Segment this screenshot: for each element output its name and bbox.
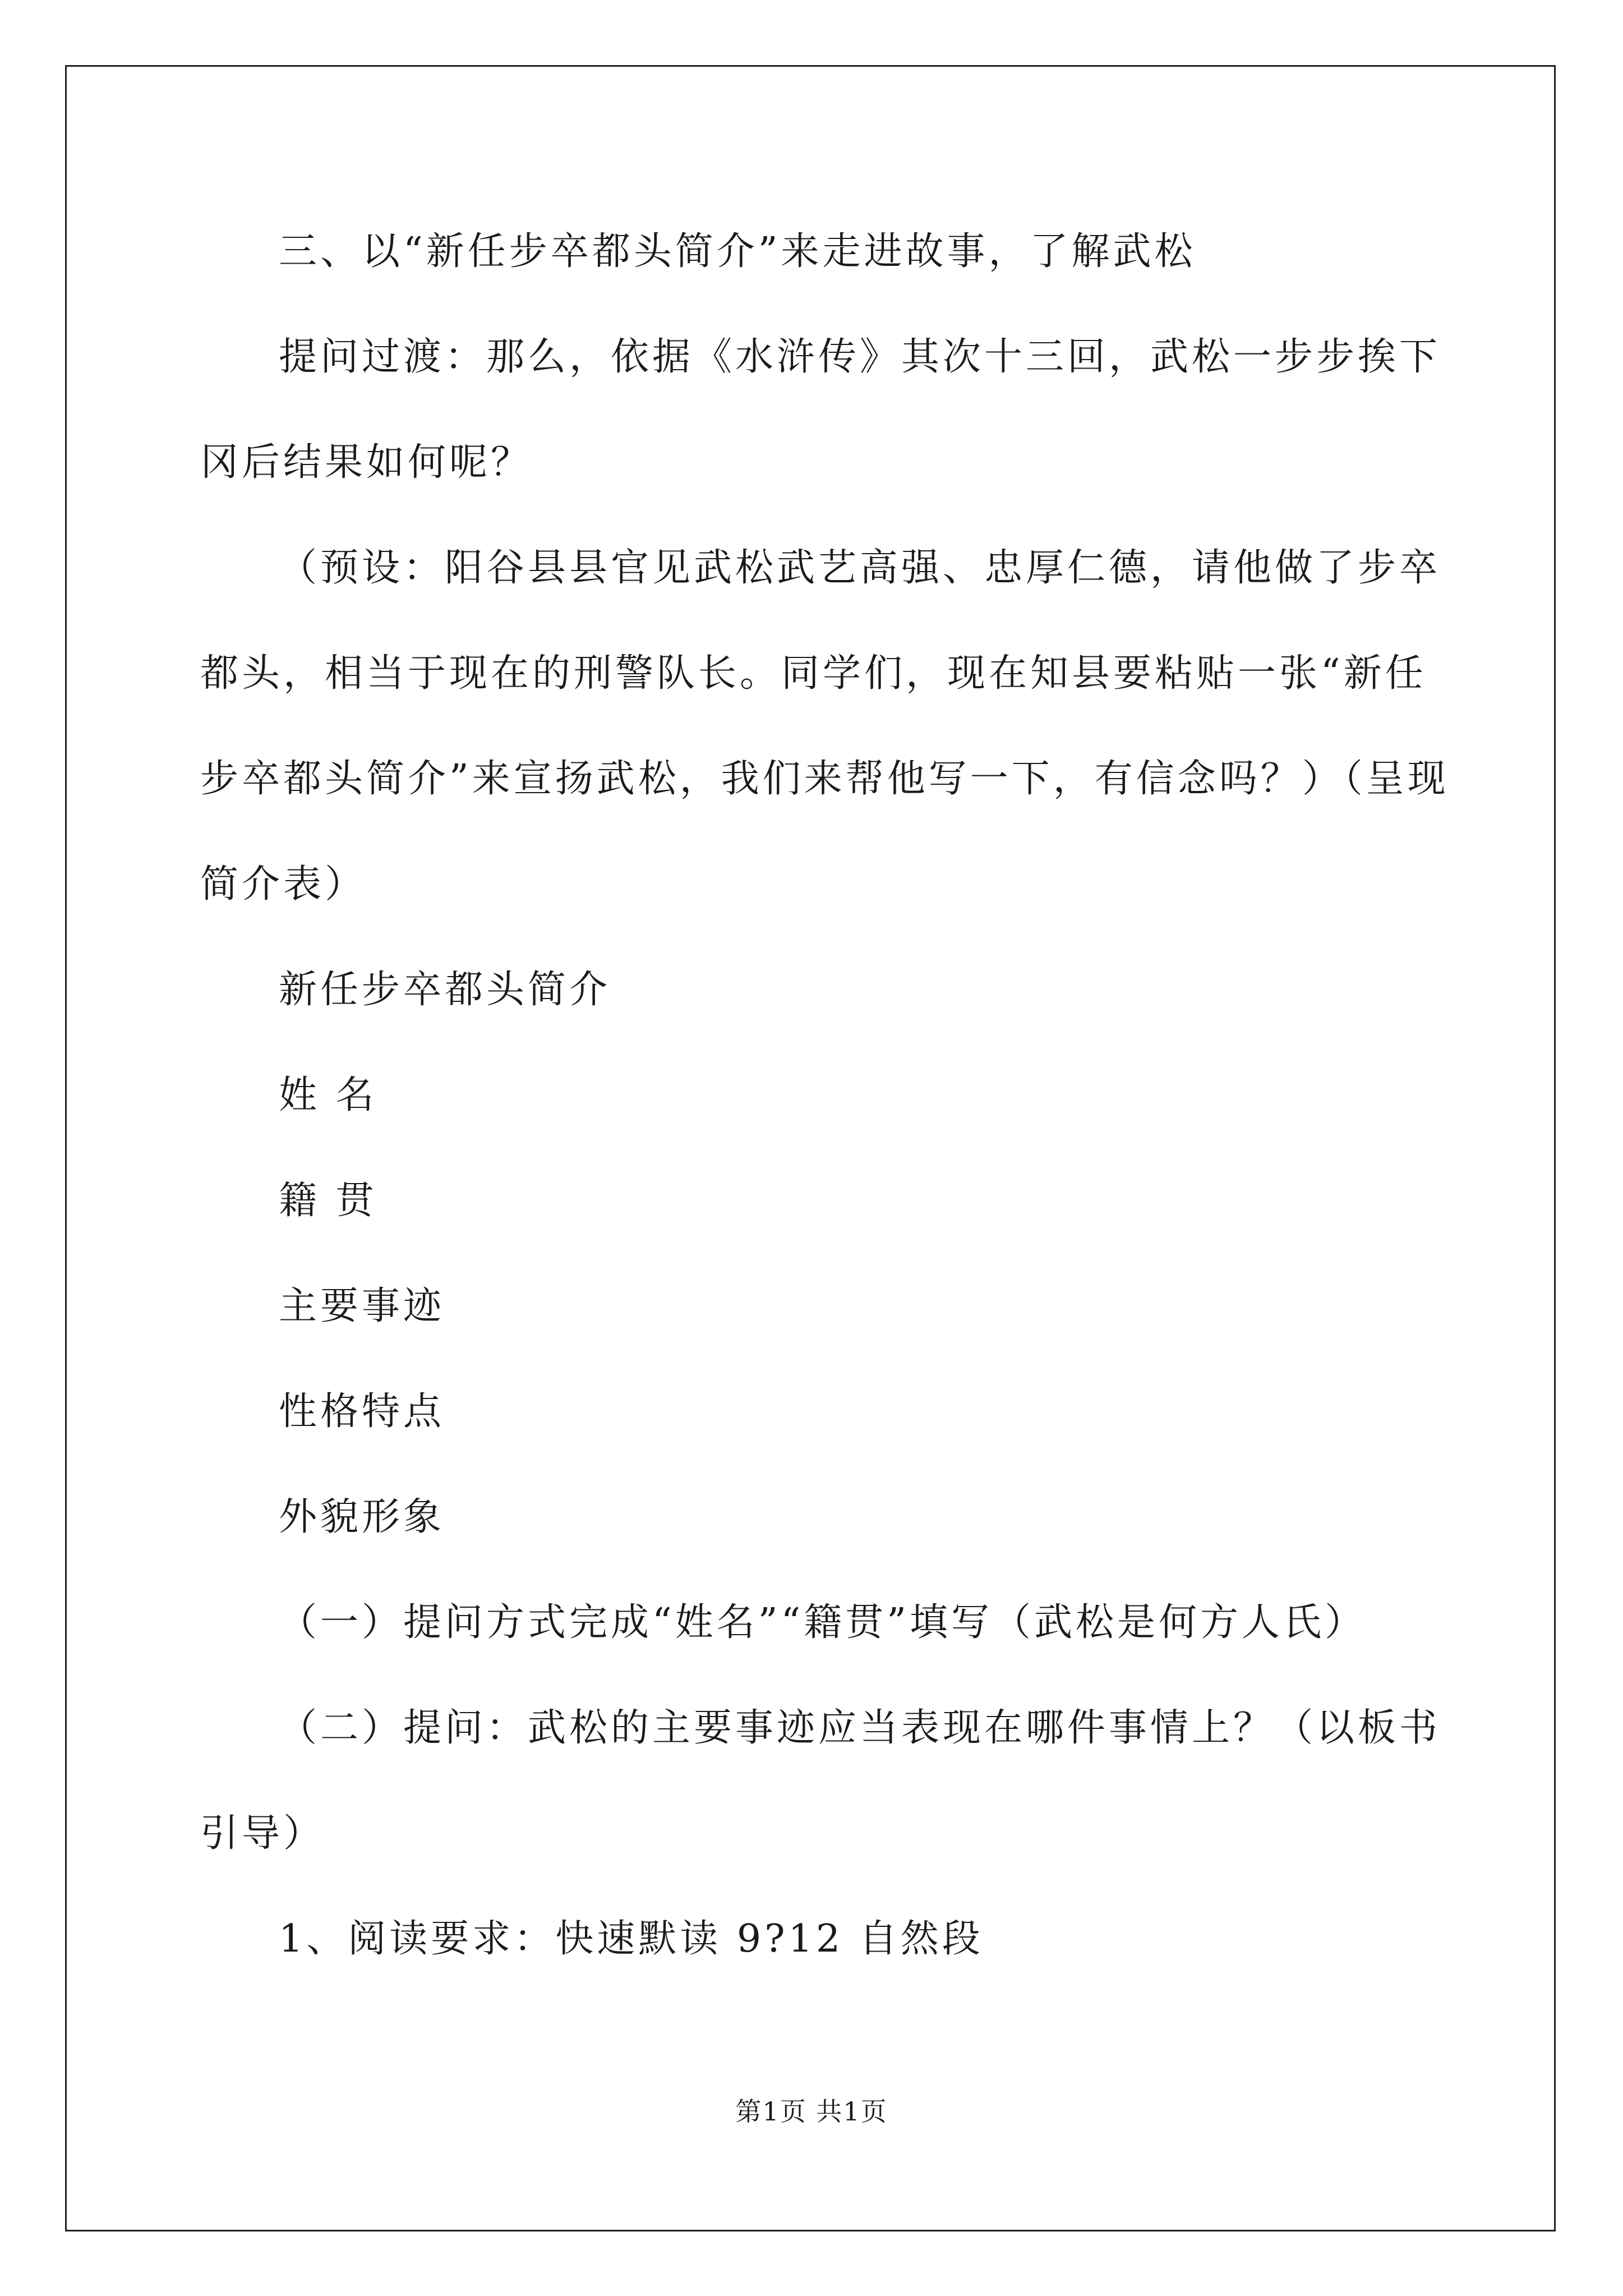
page-border [65, 65, 1556, 2231]
page-number-footer: 第1页 共1页 [735, 2096, 888, 2127]
table-field-deeds: 主要事迹 [279, 1284, 445, 1328]
paragraph-line: （二）提问：武松的主要事迹应当表现在哪件事情上？（以板书 [279, 1706, 1441, 1750]
paragraph-line: 简介表） [200, 862, 367, 907]
table-field-name: 姓 名 [279, 1073, 377, 1117]
table-field-appearance: 外貌形象 [279, 1495, 445, 1539]
table-field-character: 性格特点 [279, 1389, 445, 1434]
paragraph-line: 冈后结果如何呢？ [200, 440, 533, 485]
paragraph-line: （一）提问方式完成“姓名”“籍贯”填写（武松是何方人氏） [279, 1600, 1367, 1645]
paragraph-line: 步卒都头简介”来宣扬武松，我们来帮他写一下，有信念吗？）（呈现 [200, 757, 1449, 801]
table-field-origin: 籍 贯 [279, 1179, 377, 1223]
paragraph-line: 引导） [200, 1811, 325, 1856]
section-heading: 三、以“新任步卒都头简介”来走进故事，了解武松 [279, 229, 1196, 274]
paragraph-line: （预设：阳谷县县官见武松武艺高强、忠厚仁德，请他做了步卒 [279, 546, 1441, 590]
table-title: 新任步卒都头简介 [279, 968, 611, 1012]
paragraph-line: 提问过渡：那么，依据《水浒传》其次十三回，武松一步步挨下 [279, 335, 1441, 379]
paragraph-line: 都头，相当于现在的刑警队长。同学们，现在知县要粘贴一张“新任 [200, 651, 1427, 696]
paragraph-line: 1、阅读要求：快速默读 9?12 自然段 [279, 1917, 984, 1961]
